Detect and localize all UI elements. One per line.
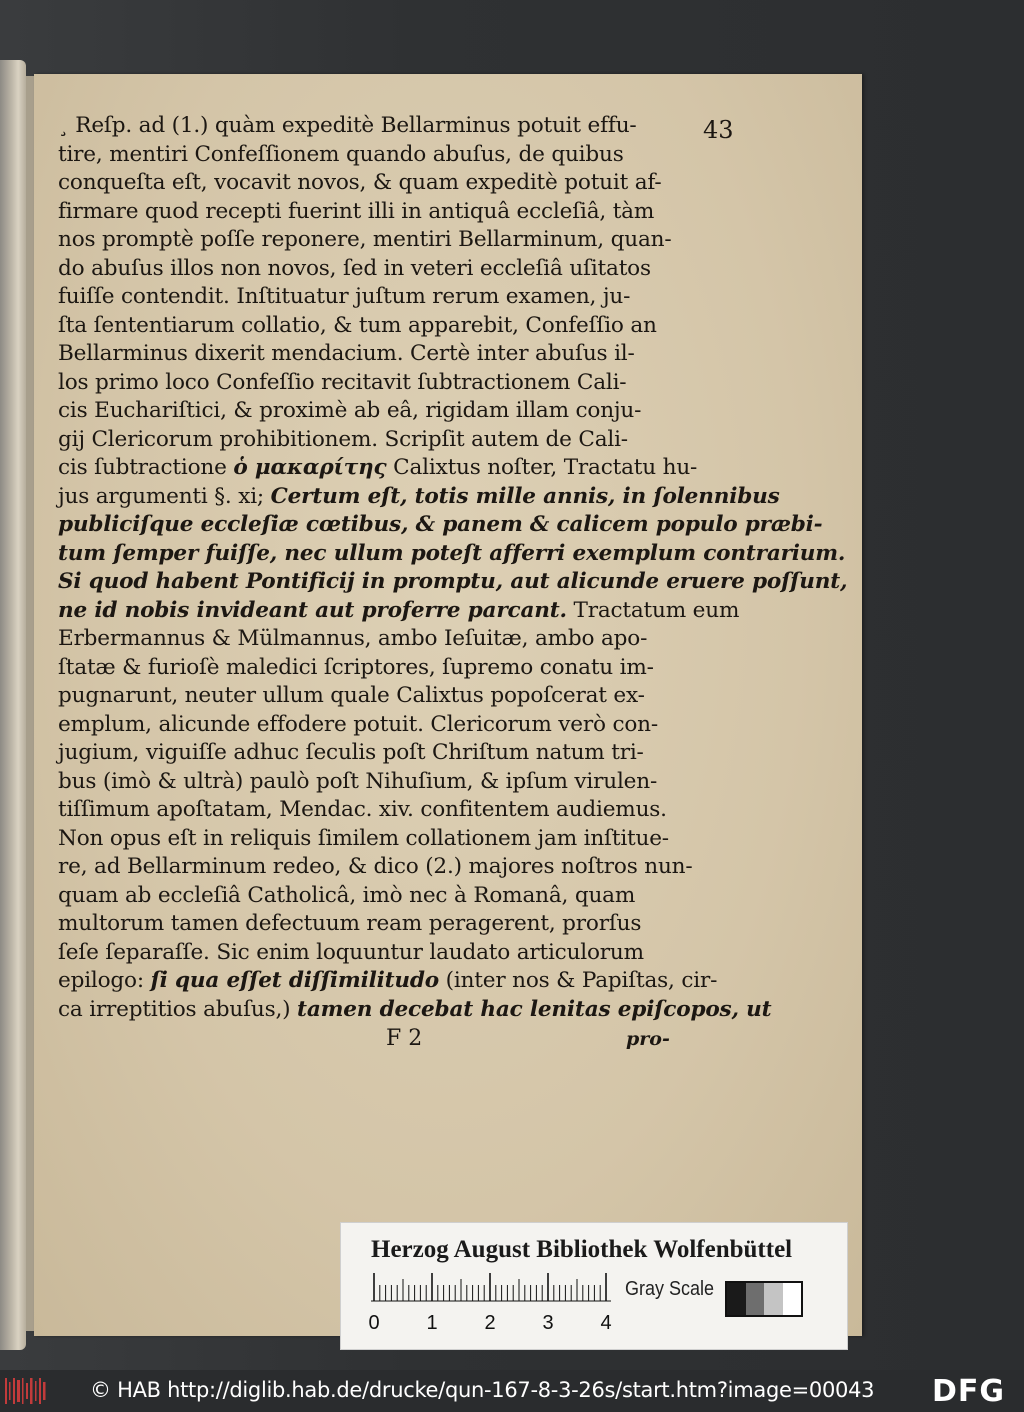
text-run: Bellarminus dixerit mendacium. Certè inter abuſus il- bbox=[58, 341, 635, 366]
text-line bbox=[58, 996, 772, 1025]
library-name: Herzog August Bibliothek Wolfenbüttel bbox=[371, 1236, 793, 1263]
text-run: Erbermannus & Mülmannus, ambo Ieſuitæ, ambo apo- bbox=[58, 626, 648, 651]
italic-text-run: publiciſque eccleſiæ cœtibus, & panem & calicem populo præbi- bbox=[58, 512, 823, 537]
text-run: cis ſubtractione bbox=[58, 455, 234, 480]
text-line bbox=[58, 141, 678, 170]
text-line bbox=[58, 910, 678, 939]
text-run: quam ab eccleſiâ Catholicâ, imò nec à Romanâ, quam bbox=[58, 882, 636, 908]
italic-text-run: ne id nobis invideant aut proferre parcant. bbox=[58, 597, 567, 623]
text-run: multorum tamen defectuum ream peragerent, prorſus bbox=[58, 911, 642, 936]
text-run: firmare quod recepti fuerint illi in antiquâ eccleſiâ, tàm bbox=[58, 198, 655, 224]
text-line bbox=[58, 312, 678, 341]
ruler-number: 0 bbox=[368, 1312, 380, 1334]
text-line bbox=[58, 340, 678, 369]
text-run: jugium, viguiſſe adhuc ſeculis poſt Chriſtum natum tri- bbox=[58, 740, 644, 765]
text-line bbox=[58, 711, 678, 740]
text-line bbox=[58, 426, 678, 455]
text-run: los primo loco Confeſſio recitavit ſubtractionem Cali- bbox=[58, 369, 627, 395]
italic-text-run: ſi qua eſſet diſſimilitudo bbox=[150, 968, 439, 993]
text-run: pugnarunt, neuter ullum quale Calixtus popoſcerat ex- bbox=[58, 683, 645, 708]
text-line bbox=[58, 568, 848, 597]
text-run: ſeſe ſeparaſſe. Sic enim loquuntur laudato articulorum bbox=[58, 939, 644, 965]
text-run: tire, mentiri Confeſſionem quando abuſus, de quibus bbox=[58, 141, 624, 167]
text-run: conqueſta eſt, vocavit novos, & quam expeditè potuit af- bbox=[58, 170, 662, 195]
text-run: (inter nos & Papiſtas, cir- bbox=[438, 968, 718, 993]
text-run: tiſſimum apoſtatam, Mendac. xiv. confitentem audiemus. bbox=[58, 797, 667, 822]
barcode-icon bbox=[4, 1376, 48, 1406]
text-line bbox=[58, 226, 678, 255]
text-line bbox=[58, 198, 678, 227]
text-line bbox=[58, 597, 740, 626]
text-run: gij Clericorum prohibitionem. Scripſit autem de Cali- bbox=[58, 426, 628, 452]
text-line bbox=[58, 796, 678, 825]
ruler-scale bbox=[368, 1271, 621, 1334]
text-run: cis Euchariſtici, & proximè ab eâ, rigidam illam conju- bbox=[58, 398, 642, 423]
text-line bbox=[58, 369, 678, 398]
copyright-url[interactable]: © HAB http://diglib.hab.de/drucke/qun-167-8-3-26s/start.htm?image=00043 bbox=[90, 1378, 875, 1402]
text-run: epilogo: bbox=[58, 968, 151, 993]
text-run: ſta ſententiarum collatio, & tum apparebit, Confeſſio an bbox=[58, 312, 657, 338]
text-run: ca irreptitios abuſus,) bbox=[58, 996, 298, 1022]
text-line bbox=[58, 768, 678, 797]
text-line bbox=[58, 511, 823, 540]
catchword: pro- bbox=[626, 1028, 670, 1050]
text-run: bus (imò & ultrà) paulò poſt Nihuſium, & ipſum virulen- bbox=[58, 768, 658, 794]
text-line bbox=[58, 397, 678, 426]
text-line bbox=[58, 939, 678, 968]
text-line bbox=[58, 967, 718, 996]
text-line bbox=[58, 483, 780, 512]
text-line bbox=[58, 112, 678, 141]
text-line bbox=[58, 283, 678, 312]
ruler-number: 2 bbox=[484, 1312, 496, 1334]
text-line bbox=[58, 825, 678, 854]
text-line bbox=[58, 853, 693, 882]
text-run: jus argumenti §. xi; bbox=[58, 483, 271, 509]
library-color-card bbox=[340, 1222, 848, 1350]
gray-scale-label: Gray Scale bbox=[625, 1278, 715, 1300]
text-line bbox=[58, 654, 678, 683]
gray-scale-swatches bbox=[725, 1281, 803, 1317]
gray-swatch bbox=[746, 1283, 765, 1315]
text-run: emplum, alicunde effodere potuit. Clericorum verò con- bbox=[58, 711, 658, 737]
dfg-logo: DFG bbox=[932, 1374, 1006, 1409]
text-line bbox=[58, 255, 678, 284]
italic-text-run: tamen decebat hac lenitas epiſcopos, ut bbox=[297, 996, 772, 1022]
text-line bbox=[58, 169, 678, 198]
ruler-number: 3 bbox=[542, 1312, 554, 1334]
previous-page-edge bbox=[0, 60, 26, 1350]
ruler-number: 1 bbox=[426, 1312, 438, 1334]
text-line bbox=[58, 625, 678, 654]
page-number: 43 bbox=[703, 116, 734, 144]
text-run: fuiſſe contendit. Inſtituatur juſtum rerum examen, ju- bbox=[58, 284, 631, 309]
text-run: re, ad Bellarminum redeo, & dico (2.) majores noſtros nun- bbox=[58, 854, 693, 879]
footer-bar bbox=[0, 1370, 1024, 1412]
signature-mark: F 2 bbox=[386, 1026, 423, 1051]
italic-text-run: Si quod habent Pontificij in promptu, aut alicunde eruere poſſunt, bbox=[58, 569, 848, 594]
text-line bbox=[58, 882, 678, 911]
italic-text-run: tum ſemper fuiſſe, nec ullum poteſt afferri exemplum contrarium. bbox=[58, 540, 846, 566]
ruler-number: 4 bbox=[600, 1312, 612, 1334]
text-line bbox=[58, 540, 846, 569]
italic-text-run: Certum eſt, totis mille annis, in ſolennibus bbox=[270, 483, 780, 509]
text-run: ſtatæ & furioſè maledici ſcriptores, ſupremo conatu im- bbox=[58, 654, 654, 680]
text-run: nos promptè poſſe reponere, mentiri Bellarminum, quan- bbox=[58, 227, 672, 252]
text-line bbox=[58, 454, 698, 483]
gray-swatch bbox=[783, 1283, 802, 1315]
text-run: ¸ Reſp. ad (1.) quàm expeditè Bellarminus potuit effu- bbox=[58, 113, 637, 138]
text-run: Calixtus noſter, Tractatu hu- bbox=[386, 455, 698, 480]
text-run: Non opus eſt in reliquis ſimilem collationem jam inſtitue- bbox=[58, 825, 669, 851]
text-line bbox=[58, 739, 678, 768]
gray-swatch bbox=[764, 1283, 783, 1315]
text-line bbox=[58, 682, 678, 711]
italic-text-run: ὁ μακαρίτης bbox=[233, 455, 387, 480]
text-run: do abuſus illos non novos, ſed in veteri eccleſiâ uſitatos bbox=[58, 255, 651, 281]
text-run: Tractatum eum bbox=[566, 597, 740, 623]
gray-swatch bbox=[727, 1283, 746, 1315]
